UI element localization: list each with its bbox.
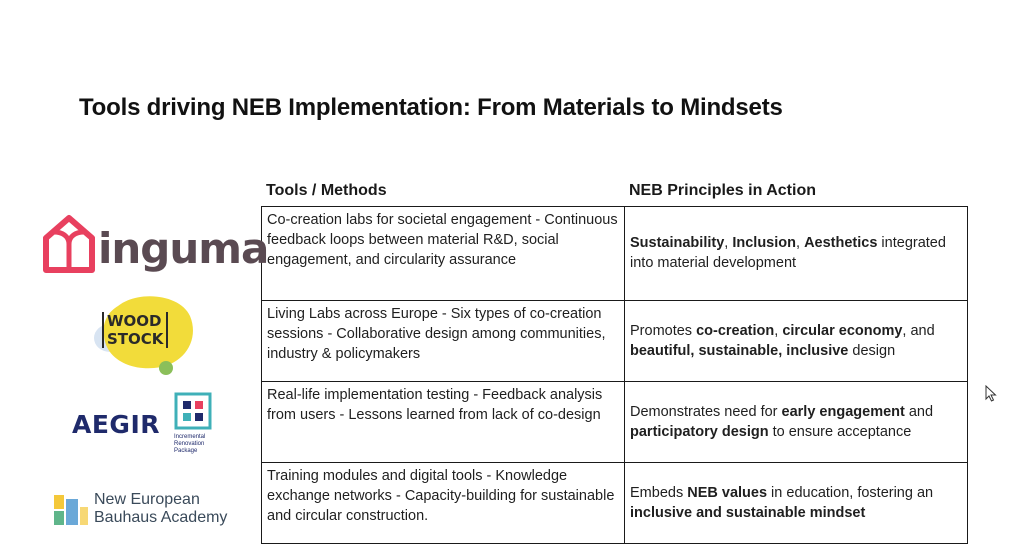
tools-table	[261, 206, 968, 544]
aegir-grid-logo	[174, 392, 212, 430]
principle-text: ,	[796, 235, 805, 251]
aegir-logo	[70, 390, 220, 460]
table-row	[262, 301, 968, 382]
header-tools-methods: Tools / Methods	[266, 182, 387, 199]
inguma-logo	[40, 214, 269, 276]
principle-text: Promotes	[630, 322, 697, 339]
tools-cell: Training modules and digital tools - Knowledge exchange networks - Capacity-building for sustainable and circular construction.	[262, 463, 625, 544]
aegir-wordmark: AEGIR	[72, 410, 160, 439]
table-row	[262, 463, 968, 544]
neb-academy-logo	[52, 491, 242, 531]
inguma-wordmark: inguma	[98, 224, 269, 273]
principles-cell	[625, 463, 968, 544]
neb-academy-wordmark: New European Bauhaus Academy	[94, 491, 228, 526]
principle-highlight: Inclusion	[732, 235, 796, 251]
woodstock-logo	[88, 292, 198, 377]
principle-highlight: beautiful, sustainable, inclusive	[630, 342, 849, 359]
principle-highlight: Aesthetics	[804, 235, 878, 251]
table-row	[262, 382, 968, 463]
principle-highlight: participatory design	[630, 423, 769, 440]
principle-text: integrated into material development	[630, 235, 946, 271]
principle-highlight: circular economy	[782, 322, 903, 339]
principle-highlight: early engagement	[781, 403, 905, 420]
principle-text: , and	[902, 322, 935, 339]
inguma-house-logo	[40, 214, 98, 276]
table-row	[262, 207, 968, 301]
tools-cell: Living Labs across Europe - Six types of co-creation sessions - Collaborative design among communities, industry & policymakers	[262, 301, 625, 382]
principles-cell	[625, 301, 968, 382]
principle-text: ,	[724, 235, 733, 251]
principle-text: and	[904, 403, 934, 420]
principle-highlight: Sustainability	[630, 235, 725, 251]
principle-highlight: co-creation	[696, 322, 775, 339]
principle-text: to ensure acceptance	[768, 423, 912, 440]
neb-academy-icon	[52, 493, 90, 527]
page-title: Tools driving NEB Implementation: From Materials to Mindsets	[79, 94, 783, 121]
principle-text: in education, fostering an	[767, 484, 934, 501]
principle-text: design	[848, 342, 896, 359]
principle-text: Embeds	[630, 484, 688, 501]
mouse-cursor-icon	[985, 385, 997, 402]
principle-highlight: NEB values	[687, 484, 768, 501]
woodstock-wordmark: WOOD STOCK	[102, 312, 168, 348]
principle-highlight: inclusive and sustainable mindset	[630, 504, 866, 521]
principle-text: ,	[774, 322, 783, 339]
tools-cell: Co-creation labs for societal engagement - Continuous feedback loops between material R&D, social engagement, and circularity assurance	[262, 207, 625, 301]
header-neb-principles: NEB Principles in Action	[629, 182, 816, 199]
tools-cell: Real-life implementation testing - Feedback analysis from users - Lessons learned from lack of co-design	[262, 382, 625, 463]
principle-text: Demonstrates need for	[630, 403, 782, 420]
aegir-subtitle: Incremental Renovation Package	[174, 434, 206, 454]
principles-cell	[625, 207, 968, 301]
principles-cell	[625, 382, 968, 463]
